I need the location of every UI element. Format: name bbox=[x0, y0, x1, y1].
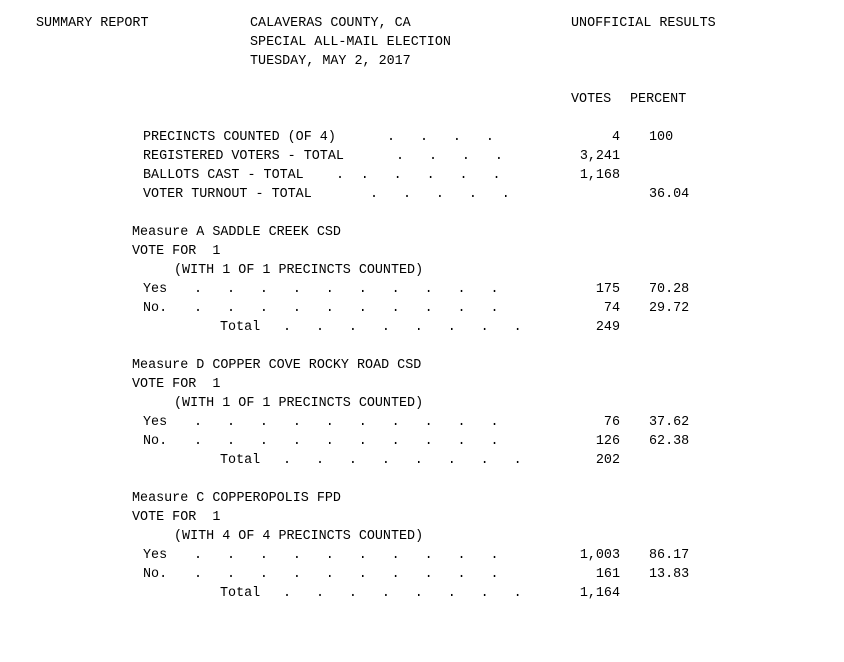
total-label: Total bbox=[220, 320, 261, 335]
precincts-line bbox=[0, 261, 844, 280]
choice-percent: 29.72 bbox=[649, 301, 690, 316]
precincts-line bbox=[0, 527, 844, 546]
result-row bbox=[0, 280, 844, 299]
choice-percent: 86.17 bbox=[649, 548, 690, 563]
measure-title-text: Measure A SADDLE CREEK CSD bbox=[132, 225, 341, 240]
summary-row bbox=[0, 166, 844, 185]
leader-dots: . . . . . . . . bbox=[283, 453, 522, 468]
total-label: Total bbox=[220, 586, 261, 601]
result-row bbox=[0, 413, 844, 432]
leader-dots: . . . . . . . . bbox=[283, 320, 522, 335]
choice-votes: 76 bbox=[603, 415, 620, 430]
header-line-3 bbox=[0, 52, 844, 71]
vote-for-line bbox=[0, 508, 844, 527]
county-title: CALAVERAS COUNTY, CA bbox=[250, 16, 411, 31]
total-row bbox=[0, 451, 844, 470]
total-row bbox=[0, 318, 844, 337]
result-row bbox=[0, 432, 844, 451]
total-row bbox=[0, 584, 844, 603]
leader-dots: . . . . . . . . . . bbox=[194, 282, 499, 297]
choice-percent: 62.38 bbox=[649, 434, 690, 449]
choice-label: Yes bbox=[143, 282, 168, 297]
measure-title bbox=[0, 223, 844, 242]
leader-dots: . . . . . . . . bbox=[283, 586, 522, 601]
measure-title-text: Measure C COPPEROPOLIS FPD bbox=[132, 491, 341, 506]
leader-dots: . . . . . . . . . . bbox=[194, 567, 499, 582]
leader-dots: . . . . . . . . . . bbox=[194, 301, 499, 316]
summary-votes: 4 bbox=[611, 130, 620, 145]
choice-label: Yes bbox=[143, 548, 168, 563]
vote-for-text: VOTE FOR 1 bbox=[132, 510, 221, 525]
summary-votes: 1,168 bbox=[579, 168, 620, 183]
choice-votes: 175 bbox=[595, 282, 620, 297]
percent-column-header: PERCENT bbox=[630, 92, 687, 107]
leader-dots: . . . . . bbox=[370, 187, 511, 202]
choice-votes: 161 bbox=[595, 567, 620, 582]
choice-label: No. bbox=[143, 301, 168, 316]
measure-title-text: Measure D COPPER COVE ROCKY ROAD CSD bbox=[132, 358, 422, 373]
result-row bbox=[0, 299, 844, 318]
choice-label: No. bbox=[143, 567, 168, 582]
choice-percent: 70.28 bbox=[649, 282, 690, 297]
summary-label: PRECINCTS COUNTED (OF 4) bbox=[143, 130, 336, 145]
votes-column-header: VOTES bbox=[571, 92, 612, 107]
leader-dots: . . . . bbox=[387, 130, 495, 145]
choice-votes: 74 bbox=[603, 301, 620, 316]
total-votes: 1,164 bbox=[579, 586, 620, 601]
summary-label: BALLOTS CAST - TOTAL bbox=[143, 168, 304, 183]
column-headers bbox=[0, 90, 844, 109]
precincts-text: (WITH 1 OF 1 PRECINCTS COUNTED) bbox=[174, 396, 424, 411]
precincts-line bbox=[0, 394, 844, 413]
summary-row bbox=[0, 147, 844, 166]
summary-percent: 36.04 bbox=[649, 187, 690, 202]
leader-dots: . . . . . . . . . . bbox=[194, 548, 499, 563]
choice-label: Yes bbox=[143, 415, 168, 430]
measure-title bbox=[0, 356, 844, 375]
summary-row bbox=[0, 185, 844, 204]
total-votes: 202 bbox=[595, 453, 620, 468]
vote-for-line bbox=[0, 242, 844, 261]
election-date: TUESDAY, MAY 2, 2017 bbox=[250, 54, 411, 69]
choice-label: No. bbox=[143, 434, 168, 449]
choice-percent: 13.83 bbox=[649, 567, 690, 582]
leader-dots: . . . . . . . . . . bbox=[194, 434, 499, 449]
choice-votes: 126 bbox=[595, 434, 620, 449]
results-status: UNOFFICIAL RESULTS bbox=[571, 16, 716, 31]
leader-dots: . . . . . . . . . . bbox=[194, 415, 499, 430]
report-type: SUMMARY REPORT bbox=[36, 16, 149, 31]
vote-for-text: VOTE FOR 1 bbox=[132, 377, 221, 392]
summary-label: REGISTERED VOTERS - TOTAL bbox=[143, 149, 344, 164]
result-row bbox=[0, 565, 844, 584]
election-name: SPECIAL ALL-MAIL ELECTION bbox=[250, 35, 451, 50]
result-row bbox=[0, 546, 844, 565]
precincts-text: (WITH 4 OF 4 PRECINCTS COUNTED) bbox=[174, 529, 424, 544]
leader-dots: . . . . . . bbox=[336, 168, 501, 183]
header-line-2 bbox=[0, 33, 844, 52]
choice-votes: 1,003 bbox=[579, 548, 620, 563]
vote-for-line bbox=[0, 375, 844, 394]
summary-label: VOTER TURNOUT - TOTAL bbox=[143, 187, 312, 202]
vote-for-text: VOTE FOR 1 bbox=[132, 244, 221, 259]
summary-row bbox=[0, 128, 844, 147]
total-label: Total bbox=[220, 453, 261, 468]
choice-percent: 37.62 bbox=[649, 415, 690, 430]
leader-dots: . . . . bbox=[396, 149, 504, 164]
header-line-1 bbox=[0, 14, 844, 33]
total-votes: 249 bbox=[595, 320, 620, 335]
measure-title bbox=[0, 489, 844, 508]
summary-votes: 3,241 bbox=[579, 149, 620, 164]
precincts-text: (WITH 1 OF 1 PRECINCTS COUNTED) bbox=[174, 263, 424, 278]
summary-percent: 100 bbox=[649, 130, 674, 145]
